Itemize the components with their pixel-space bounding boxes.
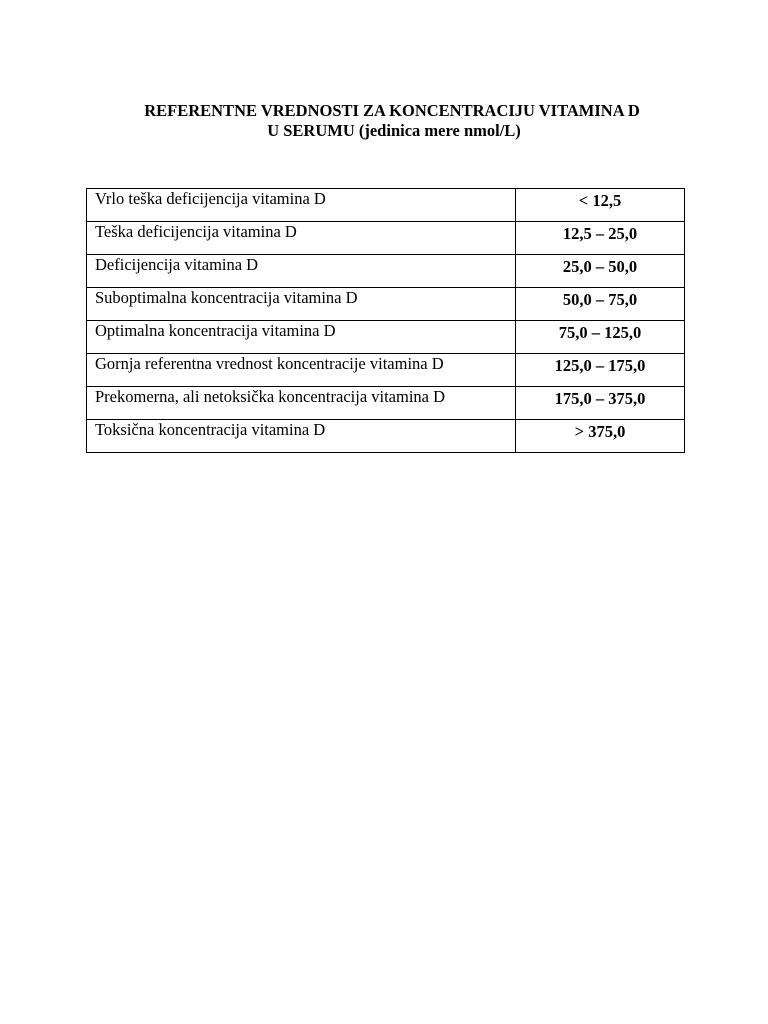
row-value: 25,0 – 50,0: [516, 255, 685, 288]
row-value: 125,0 – 175,0: [516, 354, 685, 387]
reference-values-table: [86, 188, 685, 453]
table-row: [87, 354, 685, 387]
row-label: Toksična koncentracija vitamina D: [87, 420, 516, 453]
row-label: Teška deficijencija vitamina D: [87, 222, 516, 255]
row-label: Suboptimalna koncentracija vitamina D: [87, 288, 516, 321]
row-label: Optimalna koncentracija vitamina D: [87, 321, 516, 354]
row-value: < 12,5: [516, 189, 685, 222]
table-row: [87, 387, 685, 420]
row-value: > 375,0: [516, 420, 685, 453]
table-row: [87, 189, 685, 222]
row-label: Vrlo teška deficijencija vitamina D: [87, 189, 516, 222]
table-row: [87, 255, 685, 288]
row-value: 75,0 – 125,0: [516, 321, 685, 354]
row-value: 50,0 – 75,0: [516, 288, 685, 321]
table-row: [87, 321, 685, 354]
row-value: 12,5 – 25,0: [516, 222, 685, 255]
title-line-1: REFERENTNE VREDNOSTI ZA KONCENTRACIJU VITAMINA D: [144, 101, 640, 120]
row-label: Deficijencija vitamina D: [87, 255, 516, 288]
row-value: 175,0 – 375,0: [516, 387, 685, 420]
document-title: [0, 101, 768, 141]
table-row: [87, 420, 685, 453]
table-row: [87, 222, 685, 255]
table-row: [87, 288, 685, 321]
row-label: Prekomerna, ali netoksička koncentracija vitamina D: [87, 387, 516, 420]
row-label: Gornja referentna vrednost koncentracije vitamina D: [87, 354, 516, 387]
title-line-2: U SERUMU (jedinica mere nmol/L): [267, 121, 521, 140]
